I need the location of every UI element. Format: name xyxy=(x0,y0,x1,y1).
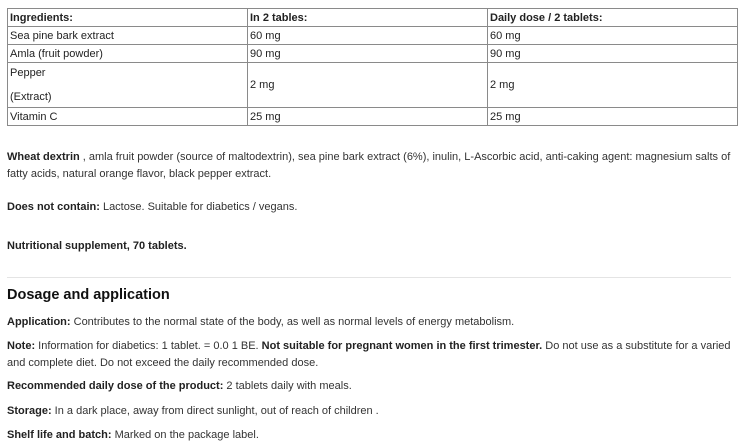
table-cell: 2 mg xyxy=(248,63,488,108)
recommended-dose-paragraph xyxy=(7,378,735,395)
shelf-life-paragraph xyxy=(7,427,735,444)
storage-text: In a dark place, away from direct sunlight, out of reach of children . xyxy=(51,405,379,417)
table-row xyxy=(8,45,738,63)
table-header-cell: Ingredients: xyxy=(8,9,248,27)
application-paragraph xyxy=(7,314,735,331)
does-not-contain-label: Does not contain: xyxy=(7,201,100,213)
shelf-life-text: Marked on the package label. xyxy=(111,429,259,441)
table-row xyxy=(8,27,738,45)
table-cell: 60 mg xyxy=(488,27,738,45)
shelf-life-label: Shelf life and batch: xyxy=(7,429,112,441)
table-cell: Vitamin C xyxy=(8,108,248,126)
section-divider xyxy=(7,277,731,278)
table-cell: Amla (fruit powder) xyxy=(8,45,248,63)
storage-paragraph xyxy=(7,403,735,420)
recommended-dose-text: 2 tablets daily with meals. xyxy=(223,380,352,392)
ingredients-paragraph xyxy=(7,149,735,183)
table-cell: 90 mg xyxy=(488,45,738,63)
recommended-dose-label: Recommended daily dose of the product: xyxy=(7,380,224,392)
nutrition-table-wrapper xyxy=(7,8,737,126)
table-header-cell: In 2 tables: xyxy=(248,9,488,27)
application-label: Application: xyxy=(7,316,71,328)
does-not-contain-text: Lactose. Suitable for diabetics / vegans. xyxy=(99,201,298,213)
note-text: Information for diabetics: 1 tablet. = 0.0 1 BE. xyxy=(35,340,262,352)
ingredients-text: , amla fruit powder (source of maltodextrin), sea pine bark extract (6%), inulin, L-Ascorbic acid, anti-caking agent: magnesium salts of fatty acids, natural orange flavor, black pepper extract. xyxy=(7,151,731,180)
note-paragraph xyxy=(7,338,735,372)
table-cell: Sea pine bark extract xyxy=(8,27,248,45)
table-cell: 2 mg xyxy=(488,63,738,108)
note-label: Note: xyxy=(7,340,36,352)
nutrition-table xyxy=(7,8,738,126)
table-cell: 90 mg xyxy=(248,45,488,63)
table-cell: 60 mg xyxy=(248,27,488,45)
table-cell xyxy=(8,63,248,108)
table-cell-line: (Extract) xyxy=(10,91,52,103)
storage-label: Storage: xyxy=(7,405,52,417)
note-warning: Not suitable for pregnant women in the first trimester. xyxy=(261,340,543,352)
table-cell: 25 mg xyxy=(488,108,738,126)
note-text-rest: Do not use as a substitute for a varied and complete diet. Do not exceed the daily recommended dose. xyxy=(7,340,731,369)
supplement-note xyxy=(7,238,735,255)
ingredients-lead: Wheat dextrin xyxy=(7,151,80,163)
table-cell: 25 mg xyxy=(248,108,488,126)
table-header-row xyxy=(8,9,738,27)
application-text: Contributes to the normal state of the body, as well as normal levels of energy metabolism. xyxy=(70,316,515,328)
supplement-note-text: Nutritional supplement, 70 tablets. xyxy=(7,240,187,252)
table-row xyxy=(8,108,738,126)
table-header-cell: Daily dose / 2 tablets: xyxy=(488,9,738,27)
dosage-heading: Dosage and application xyxy=(7,287,170,303)
table-row xyxy=(8,63,738,108)
does-not-contain-paragraph xyxy=(7,199,735,216)
table-cell-line: Pepper xyxy=(10,67,46,79)
